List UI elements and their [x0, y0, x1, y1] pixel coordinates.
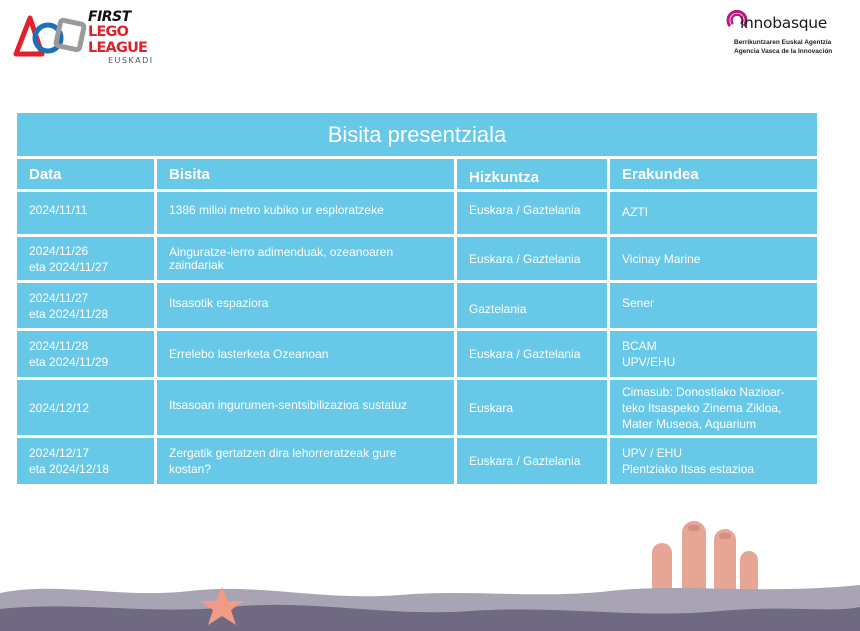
date-cell	[17, 438, 157, 484]
organization-cell	[610, 237, 817, 280]
visit-cell	[157, 380, 457, 435]
visit-line: Itsasoan ingurumen-sentsibilizazioa sustatuz	[169, 397, 408, 412]
date-line: 2024/12/12	[29, 400, 90, 415]
organization-cell	[610, 192, 817, 234]
date-line: eta 2024/11/28	[29, 306, 109, 321]
visit-cell	[157, 331, 457, 377]
fll-first-text: FIRST	[88, 9, 131, 25]
visit-cell	[157, 438, 457, 484]
organization-line: Mater Museoa, Aquarium	[622, 416, 757, 431]
organization-line: UPV/EHU	[622, 355, 676, 369]
header-visit: Bisita	[157, 159, 457, 189]
organization-line: Sener	[622, 296, 655, 310]
date-line: 2024/11/28	[29, 339, 89, 353]
header-language: Hizkuntza	[457, 159, 610, 189]
language-cell	[457, 380, 610, 435]
visit-schedule-table	[17, 113, 817, 484]
organization-line: Vicinay Marine	[622, 251, 701, 266]
visit-line: Errelebo lasterketa Ozeanoan	[169, 347, 329, 361]
visit-cell	[157, 283, 457, 328]
language-cell	[457, 331, 610, 377]
language-text: Gaztelania	[469, 301, 527, 316]
language-cell	[457, 192, 610, 234]
language-text: Euskara / Gaztelania	[469, 251, 581, 266]
header-organization: Erakundea	[610, 159, 817, 189]
date-line: 2024/11/27	[29, 290, 89, 305]
organization-line: Plentziako Itsas estazioa	[622, 462, 755, 476]
table-row	[17, 380, 817, 438]
innobasque-logo	[726, 6, 846, 58]
language-cell	[457, 283, 610, 328]
fll-mark-icon	[12, 14, 88, 60]
organization-cell	[610, 283, 817, 328]
organization-cell	[610, 331, 817, 377]
organization-line: UPV / EHU	[622, 446, 683, 460]
visit-line: Ainguratze-lerro adimenduak, ozeanoaren	[169, 244, 394, 259]
date-cell	[17, 380, 157, 435]
table-row	[17, 331, 817, 380]
date-line: 2024/11/26	[29, 243, 89, 258]
visit-line: Zergatik gertatzen dira lehorreratzeak gure	[169, 446, 397, 460]
language-cell	[457, 237, 610, 280]
header-date: Data	[17, 159, 157, 189]
organization-line: AZTI	[622, 205, 648, 219]
seabed-illustration	[0, 521, 860, 631]
table-row	[17, 192, 817, 237]
table-row	[17, 283, 817, 331]
organization-cell	[610, 438, 817, 484]
organization-line: teko Itsaspeko Zinema Zikloa,	[622, 400, 782, 415]
language-cell	[457, 438, 610, 484]
innobasque-subtitle-eu: Berrikuntzaren Euskal Agentzia	[734, 39, 832, 46]
visit-cell	[157, 192, 457, 234]
table-header-row	[17, 159, 817, 192]
language-text: Euskara / Gaztelania	[469, 347, 581, 361]
table-title: Bisita presentziala	[17, 113, 817, 159]
innobasque-subtitle-es: Agencia Vasca de la Innovación	[734, 48, 833, 55]
date-line: eta 2024/11/27	[29, 259, 109, 274]
date-line: 2024/11/11	[29, 203, 88, 217]
innobasque-name: innobasque	[740, 14, 828, 32]
date-cell	[17, 331, 157, 377]
language-text: Euskara / Gaztelania	[469, 454, 581, 468]
visit-line: kostan?	[169, 462, 212, 476]
table-row	[17, 237, 817, 283]
date-cell	[17, 192, 157, 234]
date-cell	[17, 283, 157, 328]
fll-lego-text: LEGO	[88, 24, 129, 40]
organization-line: BCAM	[622, 339, 657, 353]
date-line: 2024/12/17	[29, 446, 90, 460]
language-text: Euskara	[469, 400, 514, 415]
organization-line: Cimasub: Donostiako Nazioar-	[622, 384, 785, 399]
date-line: eta 2024/12/18	[29, 462, 110, 476]
date-line: eta 2024/11/29	[29, 355, 109, 369]
date-cell	[17, 237, 157, 280]
visit-line: 1386 milioi metro kubiko ur esploratzeke	[169, 203, 384, 217]
table-row	[17, 438, 817, 484]
language-text: Euskara / Gaztelania	[469, 203, 581, 217]
visit-line: zaindariak	[169, 257, 224, 272]
visit-line: Itsasotik espaziora	[169, 296, 269, 310]
fll-league-text: LEAGUE	[88, 39, 148, 56]
fll-euskadi-logo	[12, 8, 162, 68]
fll-region-text: EUSKADI	[108, 56, 154, 65]
organization-cell	[610, 380, 817, 435]
visit-cell	[157, 237, 457, 280]
